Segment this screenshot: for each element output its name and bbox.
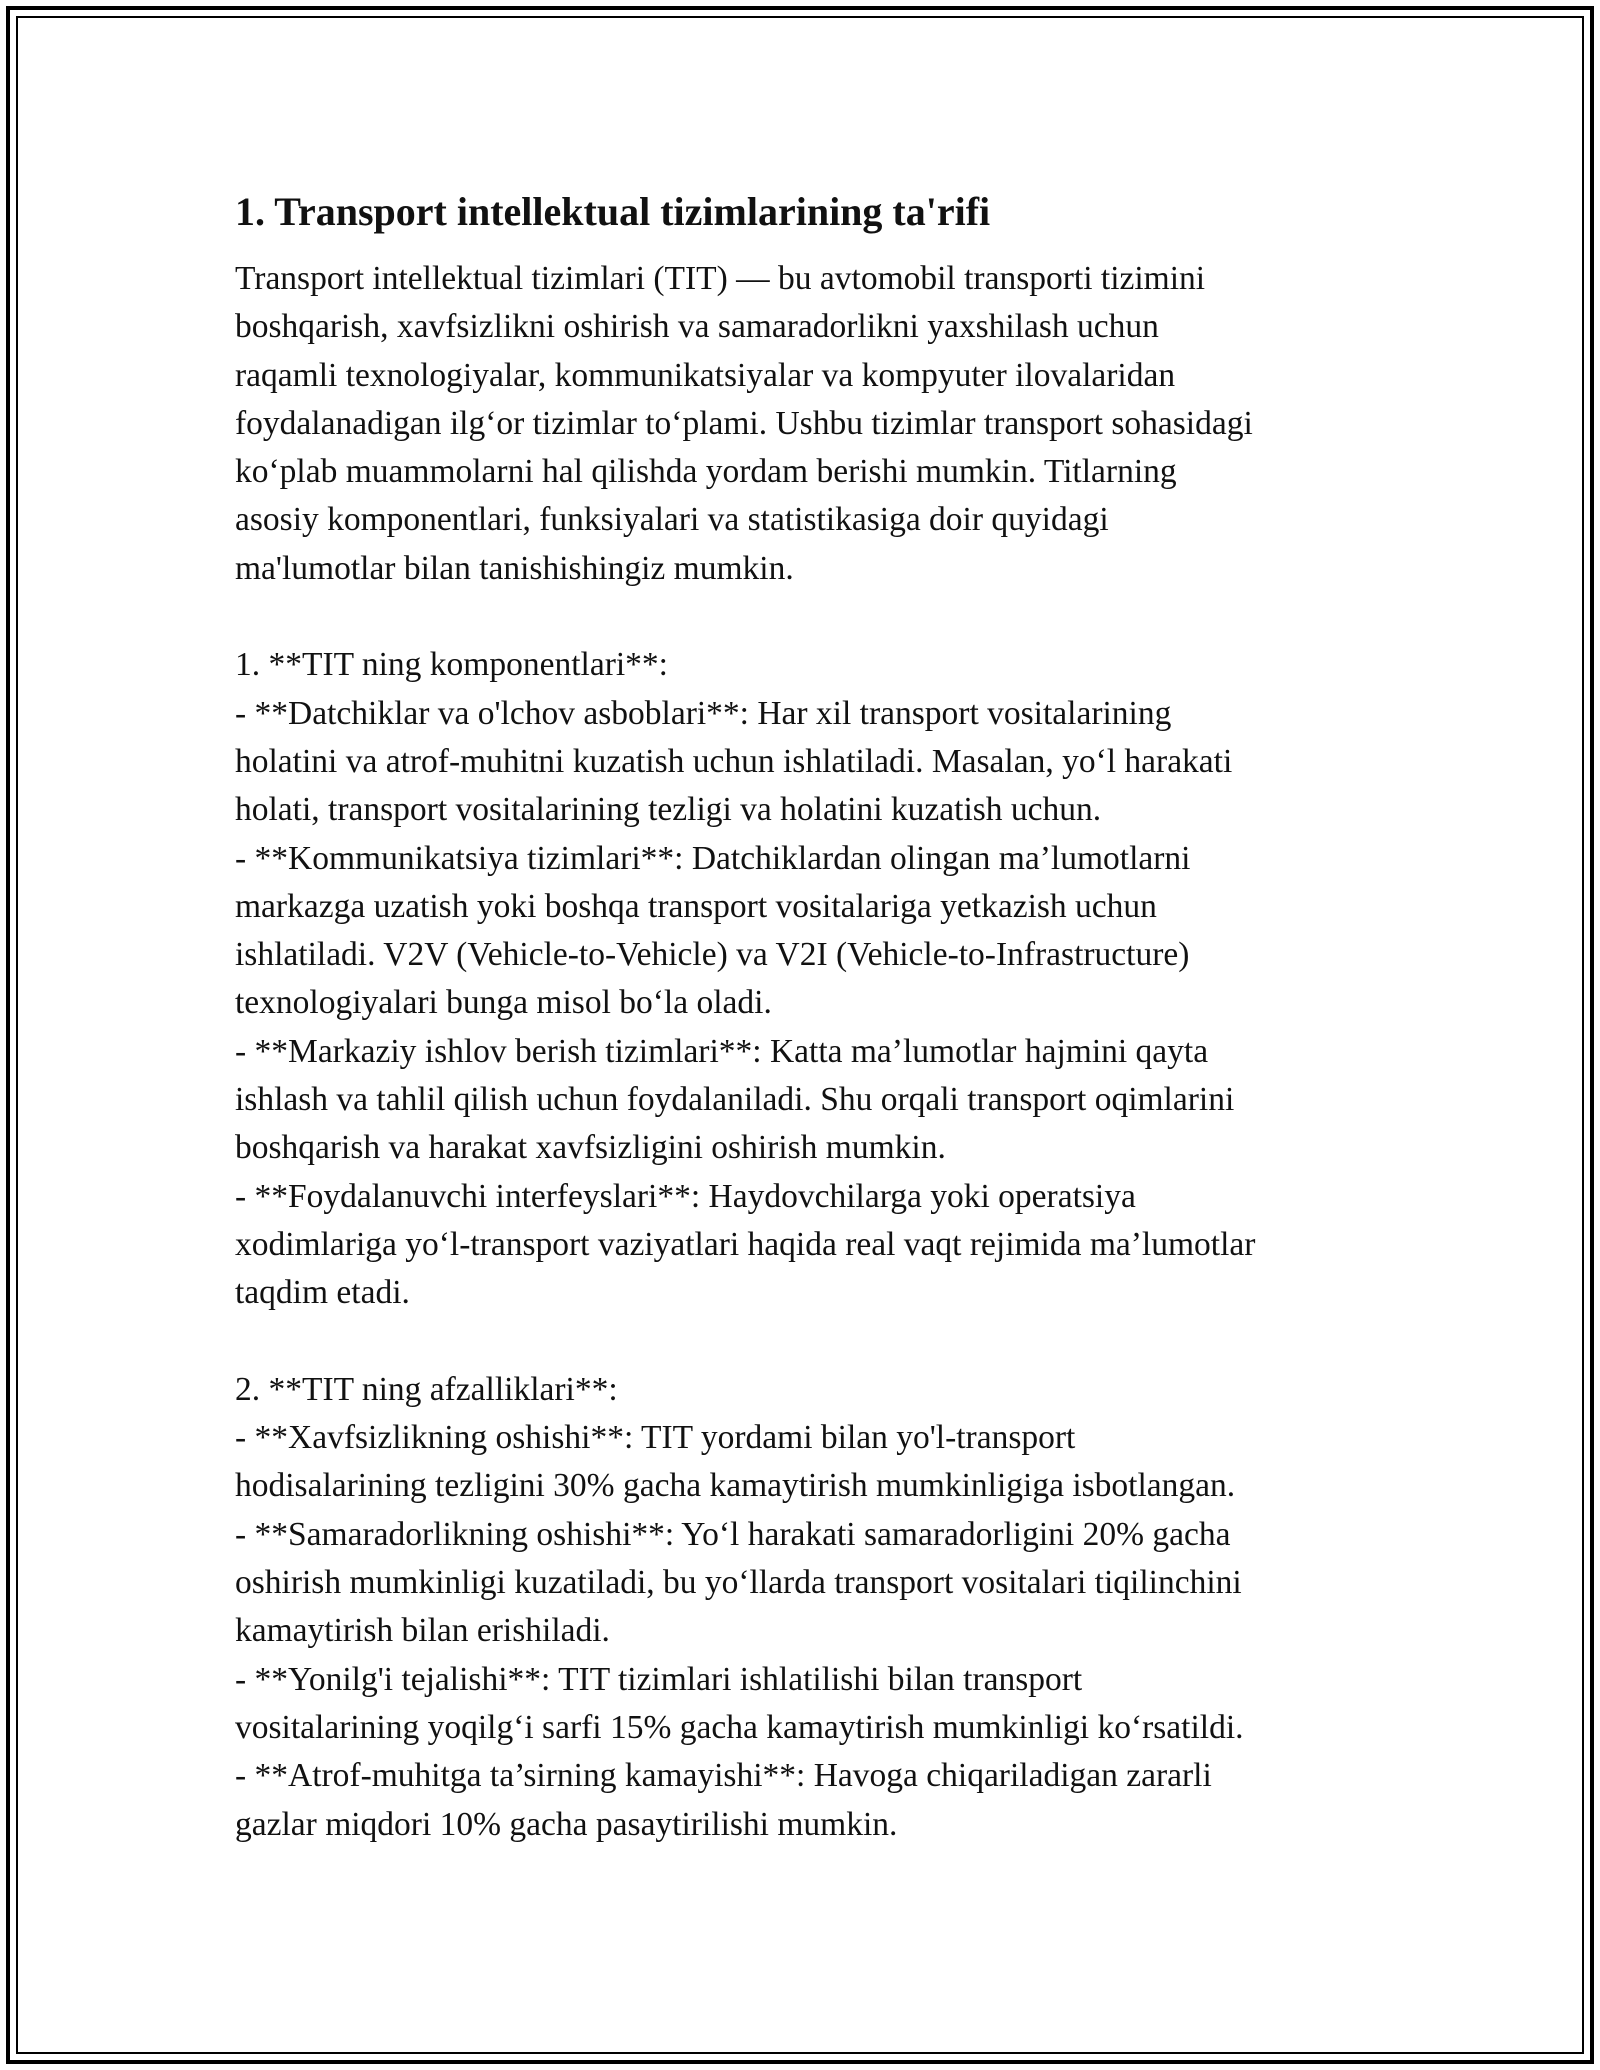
section-heading: 1. Transport intellektual tizimlarining ta'rifi — [235, 189, 991, 234]
document-page — [235, 186, 1375, 1849]
section-body-text: Transport intellektual tizimlari (TIT) — bu avtomobil transporti tizimini boshqarish, xavfsizlikni oshirish va samaradorlikni yaxshilash uchun raqamli texnologiyalar, kommunikatsiyalar va kompyuter ilovalaridan foydalanadigan ilg‘or tizimlar to‘plami. Ushbu tizimlar transport sohasidagi ko‘plab muammolarni hal qilishda yordam berishi mumkin. Titlarning asosiy komponentlari, funksiyalari va statistikasiga doir quyidagi ma'lumotlar bilan tanishishingiz mumkin. 1. **TIT ning komponentlari**: - **Datchiklar va o'lchov asboblari**: Har xil transport vositalarining holatini va atrof-muhitni kuzatish uchun ishlatiladi. Masalan, yo‘l harakati holati, transport vositalarining tezligi va holatini kuzatish uchun. - **Kommunikatsiya tizimlari**: Datchiklardan olingan ma’lumotlarni markazga uzatish yoki boshqa transport vositalariga yetkazish uchun ishlatiladi. V2V (Vehicle-to-Vehicle) va V2I (Vehicle-to-Infrastructure) texnologiyalari bunga misol bo‘la oladi. - **Markaziy ishlov berish tizimlari**: Katta ma’lumotlar hajmini qayta ishlash va tahlil qilish uchun foydalaniladi. Shu orqali transport oqimlarini boshqarish va harakat xavfsizligini oshirish mumkin. - **Foydalanuvchi interfeyslari**: Haydovchilarga yoki operatsiya xodimlariga yo‘l-transport vaziyatlari haqida real vaqt rejimida ma’lumotlar taqdim etadi. 2. **TIT ning afzalliklari**: - **Xavfsizlikning oshishi**: TIT yordami bilan yo'l-transport hodisalarining tezligini 30% gacha kamaytirish mumkinligiga isbotlangan. - **Samaradorlikning oshishi**: Yo‘l harakati samaradorligini 20% gacha oshirish mumkinligi kuzatiladi, bu yo‘llarda transport vositalari tiqilinchini kamaytirish bilan erishiladi. - **Yonilg'i tejalishi**: TIT tizimlari ishlatilishi bilan transport vositalarining yoqilg‘i sarfi 15% gacha kamaytirish mumkinligi ko‘rsatildi. - **Atrof-muhitga ta’sirning kamayishi**: Havoga chiqariladigan zararli gazlar miqdori 10% gacha pasaytirilishi mumkin. — [235, 260, 1256, 1843]
